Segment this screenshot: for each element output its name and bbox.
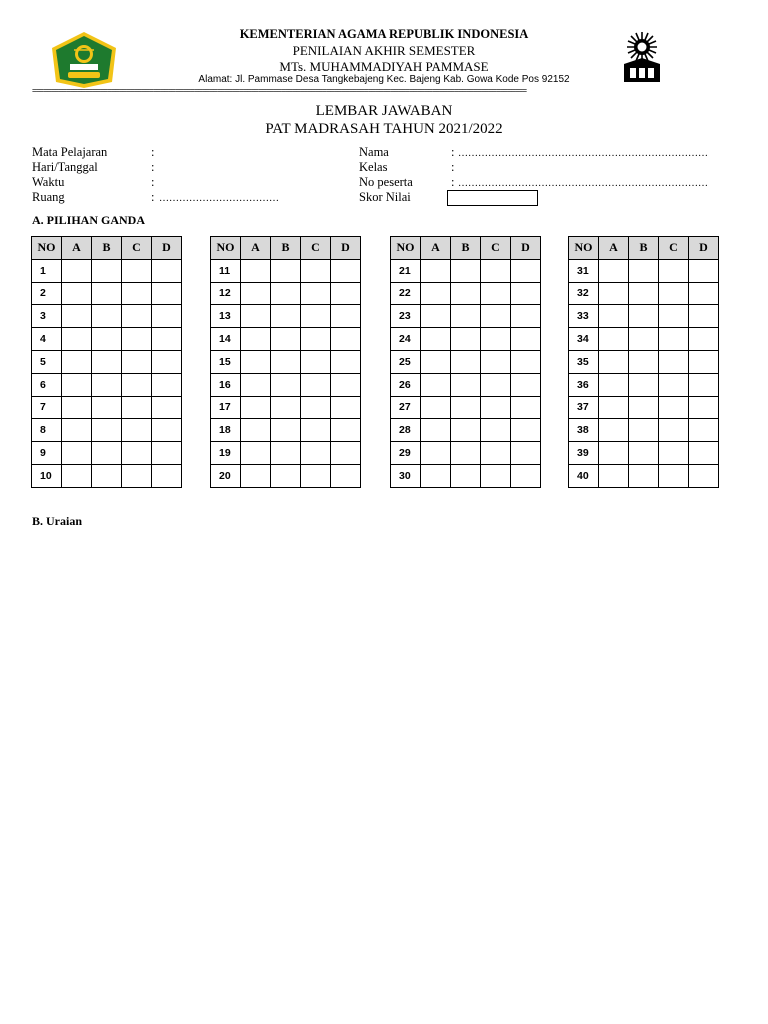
answer-option-cell[interactable] xyxy=(481,442,511,465)
column-header-option: C xyxy=(659,237,689,260)
table-row xyxy=(391,328,541,351)
answer-option-cell[interactable] xyxy=(62,328,92,351)
answer-option-cell[interactable] xyxy=(421,350,451,373)
answer-table xyxy=(31,236,182,488)
table-row xyxy=(391,396,541,419)
answer-option-cell[interactable] xyxy=(659,464,689,487)
answer-table xyxy=(390,236,541,488)
info-label-date: Hari/Tanggal xyxy=(32,160,98,174)
table-row xyxy=(32,282,182,305)
table-row xyxy=(391,373,541,396)
question-number: 20 xyxy=(211,464,241,487)
answer-option-cell[interactable] xyxy=(629,328,659,351)
answer-option-cell[interactable] xyxy=(511,396,541,419)
column-header-option: B xyxy=(629,237,659,260)
answer-option-cell[interactable] xyxy=(689,464,719,487)
answer-option-cell[interactable] xyxy=(689,305,719,328)
column-header-option: C xyxy=(481,237,511,260)
answer-option-cell[interactable] xyxy=(451,282,481,305)
answer-option-cell[interactable] xyxy=(152,464,182,487)
answer-option-cell[interactable] xyxy=(122,305,152,328)
table-row xyxy=(569,419,719,442)
table-row xyxy=(32,350,182,373)
answer-option-cell[interactable] xyxy=(241,328,271,351)
question-number: 27 xyxy=(391,396,421,419)
answer-option-cell[interactable] xyxy=(629,442,659,465)
table-row xyxy=(569,259,719,282)
question-number: 1 xyxy=(32,259,62,282)
answer-table xyxy=(568,236,719,488)
table-row xyxy=(32,442,182,465)
answer-table-header xyxy=(391,237,541,260)
question-number: 9 xyxy=(32,442,62,465)
answer-option-cell[interactable] xyxy=(689,373,719,396)
answer-option-cell[interactable] xyxy=(241,442,271,465)
answer-option-cell[interactable] xyxy=(511,282,541,305)
question-number: 38 xyxy=(569,419,599,442)
answer-option-cell[interactable] xyxy=(659,282,689,305)
answer-option-cell[interactable] xyxy=(511,442,541,465)
answer-option-cell[interactable] xyxy=(241,282,271,305)
answer-option-cell[interactable] xyxy=(62,373,92,396)
answer-option-cell[interactable] xyxy=(421,396,451,419)
question-number: 39 xyxy=(569,442,599,465)
exam-heading: PENILAIAN AKHIR SEMESTER xyxy=(292,43,476,58)
answer-option-cell[interactable] xyxy=(421,282,451,305)
question-number: 36 xyxy=(569,373,599,396)
answer-option-cell[interactable] xyxy=(152,419,182,442)
question-number: 32 xyxy=(569,282,599,305)
score-box[interactable] xyxy=(447,190,538,206)
answer-option-cell[interactable] xyxy=(92,464,122,487)
answer-option-cell[interactable] xyxy=(629,373,659,396)
answer-option-cell[interactable] xyxy=(659,442,689,465)
table-row xyxy=(211,442,361,465)
question-number: 3 xyxy=(32,305,62,328)
answer-option-cell[interactable] xyxy=(301,464,331,487)
column-header-no: NO xyxy=(391,237,421,260)
answer-option-cell[interactable] xyxy=(421,419,451,442)
table-row xyxy=(391,282,541,305)
answer-option-cell[interactable] xyxy=(659,350,689,373)
table-row xyxy=(211,464,361,487)
answer-option-cell[interactable] xyxy=(599,259,629,282)
table-row xyxy=(391,442,541,465)
answer-option-cell[interactable] xyxy=(599,350,629,373)
column-header-option: A xyxy=(421,237,451,260)
answer-option-cell[interactable] xyxy=(301,328,331,351)
question-number: 15 xyxy=(211,350,241,373)
answer-option-cell[interactable] xyxy=(152,350,182,373)
info-sep: : xyxy=(151,175,155,189)
answer-option-cell[interactable] xyxy=(421,259,451,282)
answer-option-cell[interactable] xyxy=(271,442,301,465)
table-row xyxy=(569,350,719,373)
answer-option-cell[interactable] xyxy=(421,305,451,328)
answer-option-cell[interactable] xyxy=(689,442,719,465)
answer-option-cell[interactable] xyxy=(511,328,541,351)
table-row xyxy=(211,259,361,282)
table-row xyxy=(32,259,182,282)
answer-option-cell[interactable] xyxy=(62,259,92,282)
answer-option-cell[interactable] xyxy=(62,396,92,419)
answer-option-cell[interactable] xyxy=(421,464,451,487)
answer-option-cell[interactable] xyxy=(481,328,511,351)
answer-option-cell[interactable] xyxy=(122,282,152,305)
answer-option-cell[interactable] xyxy=(599,305,629,328)
answer-option-cell[interactable] xyxy=(122,350,152,373)
answer-option-cell[interactable] xyxy=(301,419,331,442)
answer-option-cell[interactable] xyxy=(451,419,481,442)
answer-option-cell[interactable] xyxy=(481,350,511,373)
answer-option-cell[interactable] xyxy=(511,419,541,442)
info-label-name: Nama xyxy=(359,145,389,159)
column-header-no: NO xyxy=(211,237,241,260)
question-number: 17 xyxy=(211,396,241,419)
answer-option-cell[interactable] xyxy=(629,464,659,487)
question-number: 40 xyxy=(569,464,599,487)
answer-option-cell[interactable] xyxy=(92,259,122,282)
question-number: 19 xyxy=(211,442,241,465)
answer-option-cell[interactable] xyxy=(599,373,629,396)
answer-option-cell[interactable] xyxy=(92,328,122,351)
answer-option-cell[interactable] xyxy=(241,396,271,419)
answer-option-cell[interactable] xyxy=(599,464,629,487)
answer-option-cell[interactable] xyxy=(421,442,451,465)
answer-option-cell[interactable] xyxy=(62,305,92,328)
answer-option-cell[interactable] xyxy=(241,259,271,282)
answer-option-cell[interactable] xyxy=(481,419,511,442)
column-header-option: D xyxy=(152,237,182,260)
answer-option-cell[interactable] xyxy=(271,305,301,328)
info-sep: : xyxy=(151,160,155,174)
column-header-option: B xyxy=(271,237,301,260)
info-label-class: Kelas xyxy=(359,160,388,174)
answer-option-cell[interactable] xyxy=(599,396,629,419)
info-sep: : xyxy=(151,190,155,204)
column-header-option: A xyxy=(241,237,271,260)
table-row xyxy=(32,373,182,396)
answer-option-cell[interactable] xyxy=(152,282,182,305)
answer-option-cell[interactable] xyxy=(659,259,689,282)
answer-option-cell[interactable] xyxy=(331,328,361,351)
answer-option-cell[interactable] xyxy=(241,419,271,442)
answer-option-cell[interactable] xyxy=(122,373,152,396)
answer-option-cell[interactable] xyxy=(122,442,152,465)
table-row xyxy=(391,419,541,442)
answer-option-cell[interactable] xyxy=(689,259,719,282)
answer-option-cell[interactable] xyxy=(271,464,301,487)
question-number: 31 xyxy=(569,259,599,282)
answer-option-cell[interactable] xyxy=(629,282,659,305)
question-number: 2 xyxy=(32,282,62,305)
table-row xyxy=(211,419,361,442)
answer-option-cell[interactable] xyxy=(689,396,719,419)
table-row xyxy=(211,396,361,419)
answer-table-header xyxy=(211,237,361,260)
column-header-option: C xyxy=(301,237,331,260)
table-row xyxy=(32,305,182,328)
answer-option-cell[interactable] xyxy=(659,305,689,328)
answer-option-cell[interactable] xyxy=(271,419,301,442)
answer-option-cell[interactable] xyxy=(62,350,92,373)
answer-option-cell[interactable] xyxy=(511,350,541,373)
column-header-option: B xyxy=(92,237,122,260)
answer-option-cell[interactable] xyxy=(511,464,541,487)
column-header-no: NO xyxy=(569,237,599,260)
answer-option-cell[interactable] xyxy=(421,373,451,396)
question-number: 37 xyxy=(569,396,599,419)
table-row xyxy=(569,305,719,328)
answer-option-cell[interactable] xyxy=(92,396,122,419)
column-header-option: D xyxy=(331,237,361,260)
answer-option-cell[interactable] xyxy=(451,396,481,419)
answer-option-cell[interactable] xyxy=(511,373,541,396)
answer-option-cell[interactable] xyxy=(92,305,122,328)
table-row xyxy=(211,328,361,351)
answer-option-cell[interactable] xyxy=(331,419,361,442)
answer-option-cell[interactable] xyxy=(62,442,92,465)
table-row xyxy=(211,350,361,373)
question-number: 26 xyxy=(391,373,421,396)
section-essay: B. Uraian xyxy=(32,514,83,528)
answer-option-cell[interactable] xyxy=(122,464,152,487)
column-header-option: D xyxy=(511,237,541,260)
question-number: 28 xyxy=(391,419,421,442)
sheet-title: LEMBAR JAWABAN xyxy=(315,103,453,119)
answer-table-header xyxy=(32,237,182,260)
answer-option-cell[interactable] xyxy=(152,328,182,351)
question-number: 18 xyxy=(211,419,241,442)
answer-option-cell[interactable] xyxy=(421,328,451,351)
answer-option-cell[interactable] xyxy=(689,328,719,351)
answer-option-cell[interactable] xyxy=(659,373,689,396)
answer-option-cell[interactable] xyxy=(451,259,481,282)
answer-option-cell[interactable] xyxy=(451,464,481,487)
answer-option-cell[interactable] xyxy=(331,442,361,465)
answer-option-cell[interactable] xyxy=(481,259,511,282)
answer-option-cell[interactable] xyxy=(599,282,629,305)
info-label-room: Ruang xyxy=(32,190,65,204)
info-sep: : xyxy=(451,160,455,174)
answer-option-cell[interactable] xyxy=(629,350,659,373)
question-number: 13 xyxy=(211,305,241,328)
answer-option-cell[interactable] xyxy=(331,373,361,396)
answer-option-cell[interactable] xyxy=(331,350,361,373)
question-number: 10 xyxy=(32,464,62,487)
answer-option-cell[interactable] xyxy=(301,259,331,282)
answer-option-cell[interactable] xyxy=(511,259,541,282)
answer-option-cell[interactable] xyxy=(122,396,152,419)
name-field[interactable]: ………………………………………………………………… xyxy=(458,148,708,159)
answer-option-cell[interactable] xyxy=(301,282,331,305)
question-number: 14 xyxy=(211,328,241,351)
answer-option-cell[interactable] xyxy=(271,259,301,282)
answer-table-header xyxy=(569,237,719,260)
answer-option-cell[interactable] xyxy=(331,282,361,305)
question-number: 30 xyxy=(391,464,421,487)
column-header-option: A xyxy=(62,237,92,260)
answer-option-cell[interactable] xyxy=(62,282,92,305)
column-header-option: A xyxy=(599,237,629,260)
answer-option-cell[interactable] xyxy=(629,419,659,442)
question-number: 35 xyxy=(569,350,599,373)
question-number: 6 xyxy=(32,373,62,396)
answer-option-cell[interactable] xyxy=(599,442,629,465)
info-label-time: Waktu xyxy=(32,175,65,189)
answer-option-cell[interactable] xyxy=(629,305,659,328)
answer-option-cell[interactable] xyxy=(331,305,361,328)
table-row xyxy=(569,328,719,351)
table-row xyxy=(569,442,719,465)
answer-option-cell[interactable] xyxy=(152,259,182,282)
answer-option-cell[interactable] xyxy=(271,350,301,373)
answer-option-cell[interactable] xyxy=(599,419,629,442)
answer-option-cell[interactable] xyxy=(92,282,122,305)
info-sep: : xyxy=(451,175,455,189)
answer-option-cell[interactable] xyxy=(301,373,331,396)
question-number: 21 xyxy=(391,259,421,282)
table-row xyxy=(569,396,719,419)
table-row xyxy=(32,328,182,351)
question-number: 12 xyxy=(211,282,241,305)
table-row xyxy=(391,305,541,328)
answer-option-cell[interactable] xyxy=(629,259,659,282)
question-number: 29 xyxy=(391,442,421,465)
table-row xyxy=(211,305,361,328)
section-multiple-choice: A. PILIHAN GANDA xyxy=(32,213,146,227)
answer-option-cell[interactable] xyxy=(152,373,182,396)
question-number: 11 xyxy=(211,259,241,282)
answer-option-cell[interactable] xyxy=(659,396,689,419)
answer-option-cell[interactable] xyxy=(301,305,331,328)
answer-option-cell[interactable] xyxy=(629,396,659,419)
answer-option-cell[interactable] xyxy=(92,373,122,396)
column-header-option: C xyxy=(122,237,152,260)
answer-option-cell[interactable] xyxy=(511,305,541,328)
room-field[interactable]: ……………………………… xyxy=(159,193,279,204)
school-name: MTs. MUHAMMADIYAH PAMMASE xyxy=(279,59,489,74)
answer-option-cell[interactable] xyxy=(301,350,331,373)
question-number: 5 xyxy=(32,350,62,373)
table-row xyxy=(32,396,182,419)
answer-option-cell[interactable] xyxy=(331,396,361,419)
answer-option-cell[interactable] xyxy=(241,373,271,396)
answer-option-cell[interactable] xyxy=(451,373,481,396)
table-row xyxy=(569,464,719,487)
answer-option-cell[interactable] xyxy=(271,328,301,351)
info-sep: : xyxy=(451,145,455,159)
column-header-option: B xyxy=(451,237,481,260)
answer-option-cell[interactable] xyxy=(122,419,152,442)
question-number: 34 xyxy=(569,328,599,351)
question-number: 23 xyxy=(391,305,421,328)
info-label-participant: No peserta xyxy=(359,175,413,189)
answer-option-cell[interactable] xyxy=(659,419,689,442)
answer-option-cell[interactable] xyxy=(659,328,689,351)
answer-option-cell[interactable] xyxy=(62,419,92,442)
answer-option-cell[interactable] xyxy=(152,305,182,328)
answer-option-cell[interactable] xyxy=(271,396,301,419)
question-number: 25 xyxy=(391,350,421,373)
table-row xyxy=(32,419,182,442)
info-sep: : xyxy=(151,145,155,159)
answer-option-cell[interactable] xyxy=(241,305,271,328)
answer-option-cell[interactable] xyxy=(122,259,152,282)
table-row xyxy=(569,282,719,305)
header-divider: =================================================================================================================================== xyxy=(32,86,527,95)
answer-option-cell[interactable] xyxy=(241,350,271,373)
sheet-subtitle: PAT MADRASAH TAHUN 2021/2022 xyxy=(265,121,503,137)
answer-option-cell[interactable] xyxy=(331,259,361,282)
answer-option-cell[interactable] xyxy=(92,419,122,442)
answer-option-cell[interactable] xyxy=(481,282,511,305)
answer-option-cell[interactable] xyxy=(451,305,481,328)
school-address: Alamat: Jl. Pammase Desa Tangkebajeng Kec. Bajeng Kab. Gowa Kode Pos 92152 xyxy=(198,74,570,85)
question-number: 24 xyxy=(391,328,421,351)
answer-option-cell[interactable] xyxy=(301,396,331,419)
table-row xyxy=(391,350,541,373)
table-row xyxy=(391,259,541,282)
column-header-no: NO xyxy=(32,237,62,260)
answer-option-cell[interactable] xyxy=(331,464,361,487)
answer-option-cell[interactable] xyxy=(92,350,122,373)
answer-option-cell[interactable] xyxy=(481,396,511,419)
table-row xyxy=(32,464,182,487)
info-label-score: Skor Nilai xyxy=(359,190,411,204)
answer-option-cell[interactable] xyxy=(451,328,481,351)
answer-option-cell[interactable] xyxy=(62,464,92,487)
answer-option-cell[interactable] xyxy=(152,396,182,419)
table-row xyxy=(391,464,541,487)
answer-option-cell[interactable] xyxy=(599,328,629,351)
info-label-subject: Mata Pelajaran xyxy=(32,145,108,159)
table-row xyxy=(569,373,719,396)
table-row xyxy=(211,282,361,305)
question-number: 16 xyxy=(211,373,241,396)
answer-option-cell[interactable] xyxy=(122,328,152,351)
ministry-heading: KEMENTERIAN AGAMA REPUBLIK INDONESIA xyxy=(239,27,529,41)
answer-option-cell[interactable] xyxy=(301,442,331,465)
answer-option-cell[interactable] xyxy=(481,464,511,487)
table-row xyxy=(211,373,361,396)
answer-option-cell[interactable] xyxy=(689,350,719,373)
column-header-option: D xyxy=(689,237,719,260)
answer-option-cell[interactable] xyxy=(451,442,481,465)
answer-option-cell[interactable] xyxy=(271,373,301,396)
question-number: 33 xyxy=(569,305,599,328)
answer-option-cell[interactable] xyxy=(451,350,481,373)
answer-option-cell[interactable] xyxy=(481,305,511,328)
question-number: 7 xyxy=(32,396,62,419)
answer-option-cell[interactable] xyxy=(689,282,719,305)
participant-number-field[interactable]: ………………………………………………………………… xyxy=(458,178,708,189)
question-number: 4 xyxy=(32,328,62,351)
answer-option-cell[interactable] xyxy=(92,442,122,465)
question-number: 22 xyxy=(391,282,421,305)
answer-option-cell[interactable] xyxy=(241,464,271,487)
answer-option-cell[interactable] xyxy=(152,442,182,465)
question-number: 8 xyxy=(32,419,62,442)
answer-option-cell[interactable] xyxy=(481,373,511,396)
answer-option-cell[interactable] xyxy=(271,282,301,305)
answer-option-cell[interactable] xyxy=(689,419,719,442)
answer-table xyxy=(210,236,361,488)
